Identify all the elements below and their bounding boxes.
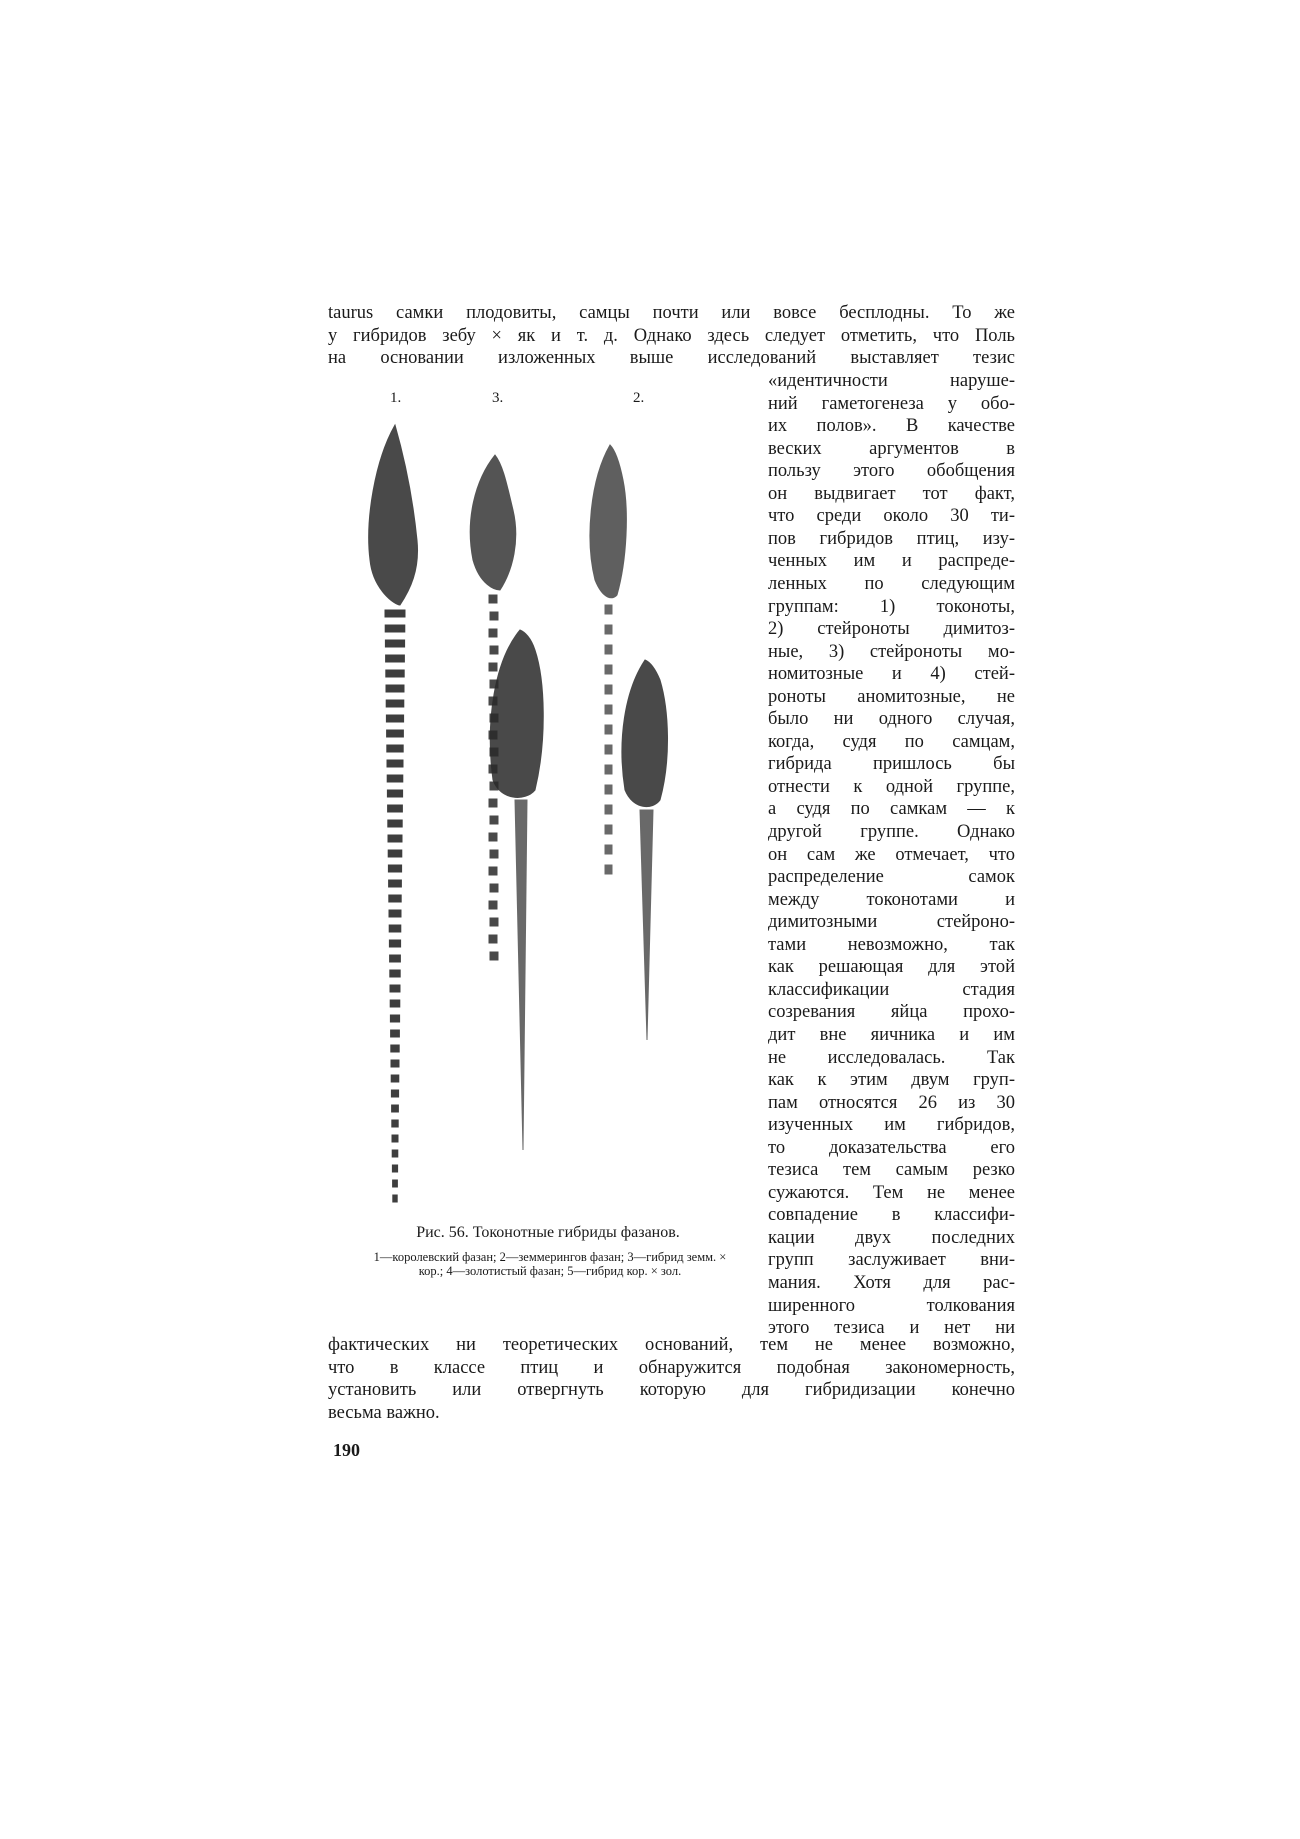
text-line: «идентичности наруше- — [768, 371, 1015, 391]
tail-1-bar — [388, 835, 402, 842]
tail-2-bar — [605, 605, 612, 614]
tail-2-bar — [605, 745, 612, 754]
tail-2-bar — [605, 865, 612, 874]
text-line: номитозные и 4) стей- — [768, 664, 1015, 685]
tail-4-body — [490, 630, 543, 797]
tail-1-bar — [391, 1045, 399, 1052]
tail-2-bar — [605, 725, 612, 734]
text-line: этого тезиса и нет ни — [768, 1318, 1015, 1339]
tail-3-bar — [489, 833, 497, 841]
page-number: 190 — [333, 1440, 360, 1460]
tail-1-bar — [392, 1165, 397, 1172]
text-line: пов гибридов птиц, изу- — [768, 528, 1015, 549]
text-line: изученных им гибридов, — [768, 1115, 1015, 1136]
text-line: веских аргументов в — [768, 438, 1015, 459]
tail-3-bar — [489, 595, 497, 603]
text-line: их полов». В качестве — [768, 416, 1015, 437]
tail-1-bar — [387, 745, 403, 752]
text-line: ченных им и распреде- — [768, 551, 1015, 572]
text-line: на основании изложенных выше исследований выставляет тезис — [328, 348, 1015, 368]
tail-3-bar — [490, 918, 498, 926]
text-line: созревания яйца прохо- — [768, 1002, 1015, 1023]
tail-2-bar — [605, 765, 612, 774]
tail-1-bar — [390, 1015, 399, 1022]
tail-1-bar — [388, 865, 401, 872]
text-line: когда, судя по самцам, — [768, 731, 1015, 752]
tail-1-bar — [389, 925, 401, 932]
text-line: не исследовалась. Так — [768, 1047, 1015, 1068]
figure-label-2: 2. — [633, 390, 645, 406]
tail-1-bar — [389, 880, 402, 887]
text-line: как решающая для этой — [768, 957, 1015, 978]
text-line: группам: 1) токоноты, — [768, 596, 1015, 617]
tail-2-bar — [605, 705, 612, 714]
tail-1-bar — [385, 640, 404, 647]
tail-1-bar — [386, 655, 405, 662]
tail-2-bar — [605, 645, 612, 654]
tail-2-bar — [605, 665, 612, 674]
feather-illustration — [355, 390, 755, 1220]
text-line: фактических ни теоретических оснований, тем не менее возможно, — [328, 1335, 1015, 1355]
tail-3-bar — [490, 952, 498, 960]
text-line: классификации стадия — [768, 979, 1015, 1000]
text-line: роноты аномитозные, не — [768, 686, 1015, 707]
tail-1-bar — [393, 1180, 398, 1187]
text-line: отнести к одной группе, — [768, 776, 1015, 797]
text-line: пам относятся 26 из 30 — [768, 1092, 1015, 1113]
tail-3-bar — [490, 816, 498, 824]
tail-1-bar — [387, 760, 403, 767]
tail-1-bar — [392, 1135, 398, 1142]
tail-1-bar — [391, 1060, 399, 1067]
text-line: групп заслуживает вни- — [768, 1250, 1015, 1271]
tail-3-bar — [489, 935, 497, 943]
text-line: димитозными стейроно- — [768, 912, 1015, 933]
tail-1-bar — [390, 970, 400, 977]
tail-1-bar — [386, 715, 403, 722]
tail-1-bar — [385, 625, 405, 632]
tail-3-bar — [490, 646, 498, 654]
tail-1-bar — [391, 1075, 399, 1082]
tail-1-bar — [386, 700, 404, 707]
text-line: taurus самки плодовиты, самцы почти или вовсе бесплодны. То же — [328, 303, 1015, 323]
text-line: распределение самок — [768, 867, 1015, 888]
tail-1-bar — [388, 820, 402, 827]
tail-1-bar — [389, 895, 401, 902]
tail-1-bar — [392, 1120, 398, 1127]
text-line: весьма важно. — [328, 1402, 440, 1423]
tail-1-bar — [392, 1150, 398, 1157]
text-line: ленных по следующим — [768, 573, 1015, 594]
text-line: было ни одного случая, — [768, 709, 1015, 730]
text-line: то доказательства его — [768, 1137, 1015, 1158]
tail-3-bar — [490, 884, 498, 892]
tail-3-bar — [489, 901, 497, 909]
tail-2-bar — [605, 845, 612, 854]
tail-2-body — [590, 445, 626, 598]
tail-1-body — [369, 425, 418, 605]
tail-1-bar — [386, 685, 404, 692]
tail-2-bar — [605, 785, 612, 794]
text-line: ные, 3) стейроноты мо- — [768, 641, 1015, 662]
tail-1-bar — [389, 940, 400, 947]
tail-3-bar — [489, 629, 497, 637]
tail-1-bar — [388, 805, 403, 812]
text-line: дит вне яичника и им — [768, 1024, 1015, 1045]
text-line: ширенного толкования — [768, 1295, 1015, 1316]
tail-1-bar — [386, 670, 404, 677]
tail-1-bar — [389, 910, 401, 917]
tail-3-bar — [489, 799, 497, 807]
text-line: сужаются. Тем не менее — [768, 1182, 1015, 1203]
tail-1-bar — [388, 850, 402, 857]
tail-3-bar — [489, 663, 497, 671]
tail-5-shaft — [640, 810, 653, 1040]
text-line: совпадение в классифи- — [768, 1205, 1015, 1226]
tail-3-body — [470, 455, 516, 590]
text-line: тами невозможно, так — [768, 934, 1015, 955]
text-line: он выдвигает тот факт, — [768, 483, 1015, 504]
tail-2-bar — [605, 825, 612, 834]
tail-2-bar — [605, 805, 612, 814]
figure-caption-title: Рис. 56. Токонотные гибриды фазанов. — [416, 1224, 680, 1241]
text-line: кации двух последних — [768, 1227, 1015, 1248]
text-line: у гибридов зебу × як и т. д. Однако здесь следует отметить, что Поль — [328, 325, 1015, 346]
tail-5-body — [622, 660, 668, 807]
text-line: другой группе. Однако — [768, 822, 1015, 842]
text-line: мания. Хотя для рас- — [768, 1273, 1015, 1293]
tail-1-bar — [391, 1030, 400, 1037]
figure-pheasant-tails — [355, 390, 755, 1220]
tail-1-bar — [387, 775, 403, 782]
text-line: он сам же отмечает, что — [768, 844, 1015, 865]
tail-2-bar — [605, 625, 612, 634]
tail-1-bar — [392, 1105, 399, 1112]
tail-3-bar — [489, 867, 497, 875]
text-line: пользу этого обобщения — [768, 461, 1015, 482]
tail-1-bar — [393, 1195, 397, 1202]
text-line: установить или отвергнуть которую для гибридизации конечно — [328, 1380, 1015, 1400]
text-line: тезиса тем самым резко — [768, 1160, 1015, 1181]
text-line: как к этим двум груп- — [768, 1070, 1015, 1091]
text-line: а судя по самкам — к — [768, 799, 1015, 820]
tail-1-bar — [387, 730, 404, 737]
tail-3-bar — [490, 612, 498, 620]
text-line: что среди около 30 ти- — [768, 506, 1015, 527]
tail-2-bar — [605, 685, 612, 694]
figure-caption-legend: 1—королевский фазан; 2—земмерингов фазан; 3—гибрид земм. × кор.; 4—золотистый фазан; 5—гибрид кор. × зол. — [373, 1250, 727, 1278]
tail-1-bar — [387, 790, 402, 797]
tail-1-bar — [390, 1000, 400, 1007]
tail-3-bar — [490, 850, 498, 858]
figure-label-3: 3. — [492, 390, 504, 406]
text-line: между токонотами и — [768, 889, 1015, 910]
text-line: что в классе птиц и обнаружится подобная закономерность, — [328, 1357, 1015, 1378]
tail-1-bar — [391, 1090, 398, 1097]
text-line: 2) стейроноты димитоз- — [768, 619, 1015, 640]
text-line: ний гаметогенеза у обо- — [768, 393, 1015, 414]
figure-label-1: 1. — [390, 390, 402, 406]
tail-1-bar — [390, 985, 400, 992]
tail-1-bar — [390, 955, 401, 962]
tail-1-bar — [385, 610, 405, 617]
tail-4-shaft — [515, 800, 527, 1150]
text-line: гибрида пришлось бы — [768, 754, 1015, 775]
